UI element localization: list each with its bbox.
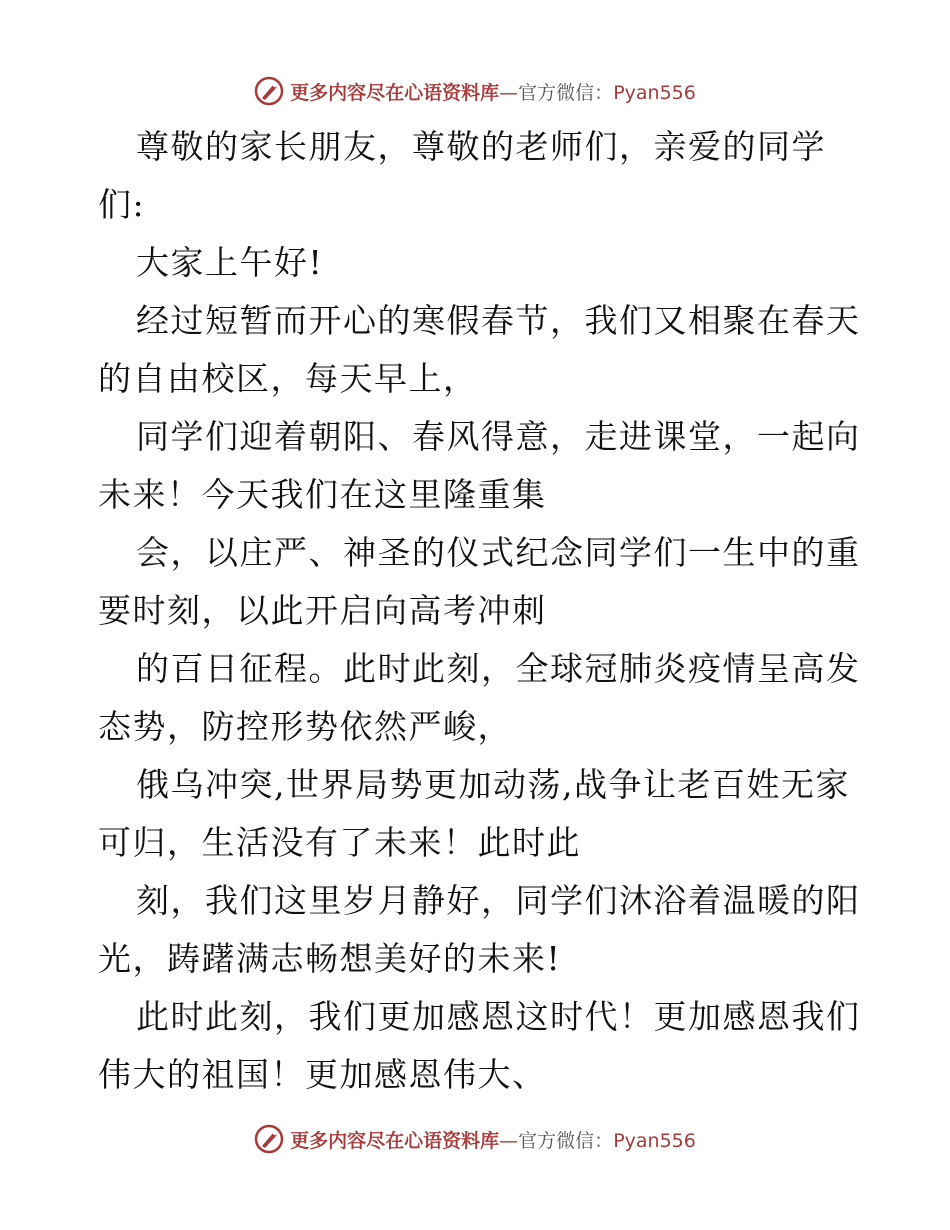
text-line: 大家上午好! <box>136 243 324 282</box>
text-line: 尊敬的家长朋友，尊敬的老师们，亲爱的同学 <box>136 127 826 166</box>
pen-logo-icon <box>254 1124 284 1154</box>
text-line: 态势，防控形势依然严峻， <box>98 707 512 746</box>
text-line: 的百日征程。此时此刻，全球冠肺炎疫情呈高发 <box>136 649 861 688</box>
header-banner <box>0 71 950 111</box>
footer-separator: — <box>499 1129 519 1152</box>
header-wechat-id: Pyan556 <box>613 81 696 104</box>
text-line: 要时刻，以此开启向高考冲刺 <box>98 591 547 630</box>
text-line: 光，踌躇满志畅想美好的未来! <box>98 939 562 978</box>
footer-wechat-id: Pyan556 <box>613 1129 696 1152</box>
document-body <box>98 118 861 1104</box>
header-wechat-label: 官方微信： <box>518 81 614 104</box>
header-site-name: 更多内容尽在心语资料库 <box>290 81 500 104</box>
text-line: 俄乌冲突,世界局势更加动荡,战争让老百姓无家 <box>136 765 850 804</box>
text-line: 此时此刻，我们更加感恩这时代！更加感恩我们 <box>136 997 861 1036</box>
footer-banner <box>0 1119 950 1159</box>
text-line: 伟大的祖国！更加感恩伟大、 <box>98 1055 547 1094</box>
text-line: 同学们迎着朝阳、春风得意，走进课堂，一起向 <box>136 417 861 456</box>
text-line: 的自由校区，每天早上， <box>98 359 478 398</box>
footer-banner-text <box>290 1126 696 1153</box>
pen-logo-icon <box>254 76 284 106</box>
footer-wechat-label: 官方微信： <box>518 1129 614 1152</box>
footer-site-name: 更多内容尽在心语资料库 <box>290 1129 500 1152</box>
text-line: 刻，我们这里岁月静好，同学们沐浴着温暖的阳 <box>136 881 861 920</box>
header-separator: — <box>499 81 519 104</box>
text-line: 们: <box>98 185 146 224</box>
text-line: 可归，生活没有了未来！此时此 <box>98 823 581 862</box>
text-line: 会，以庄严、神圣的仪式纪念同学们一生中的重 <box>136 533 861 572</box>
text-line: 经过短暂而开心的寒假春节，我们又相聚在春天 <box>136 301 861 340</box>
header-banner-text <box>290 78 696 105</box>
text-line: 未来！今天我们在这里隆重集 <box>98 475 547 514</box>
